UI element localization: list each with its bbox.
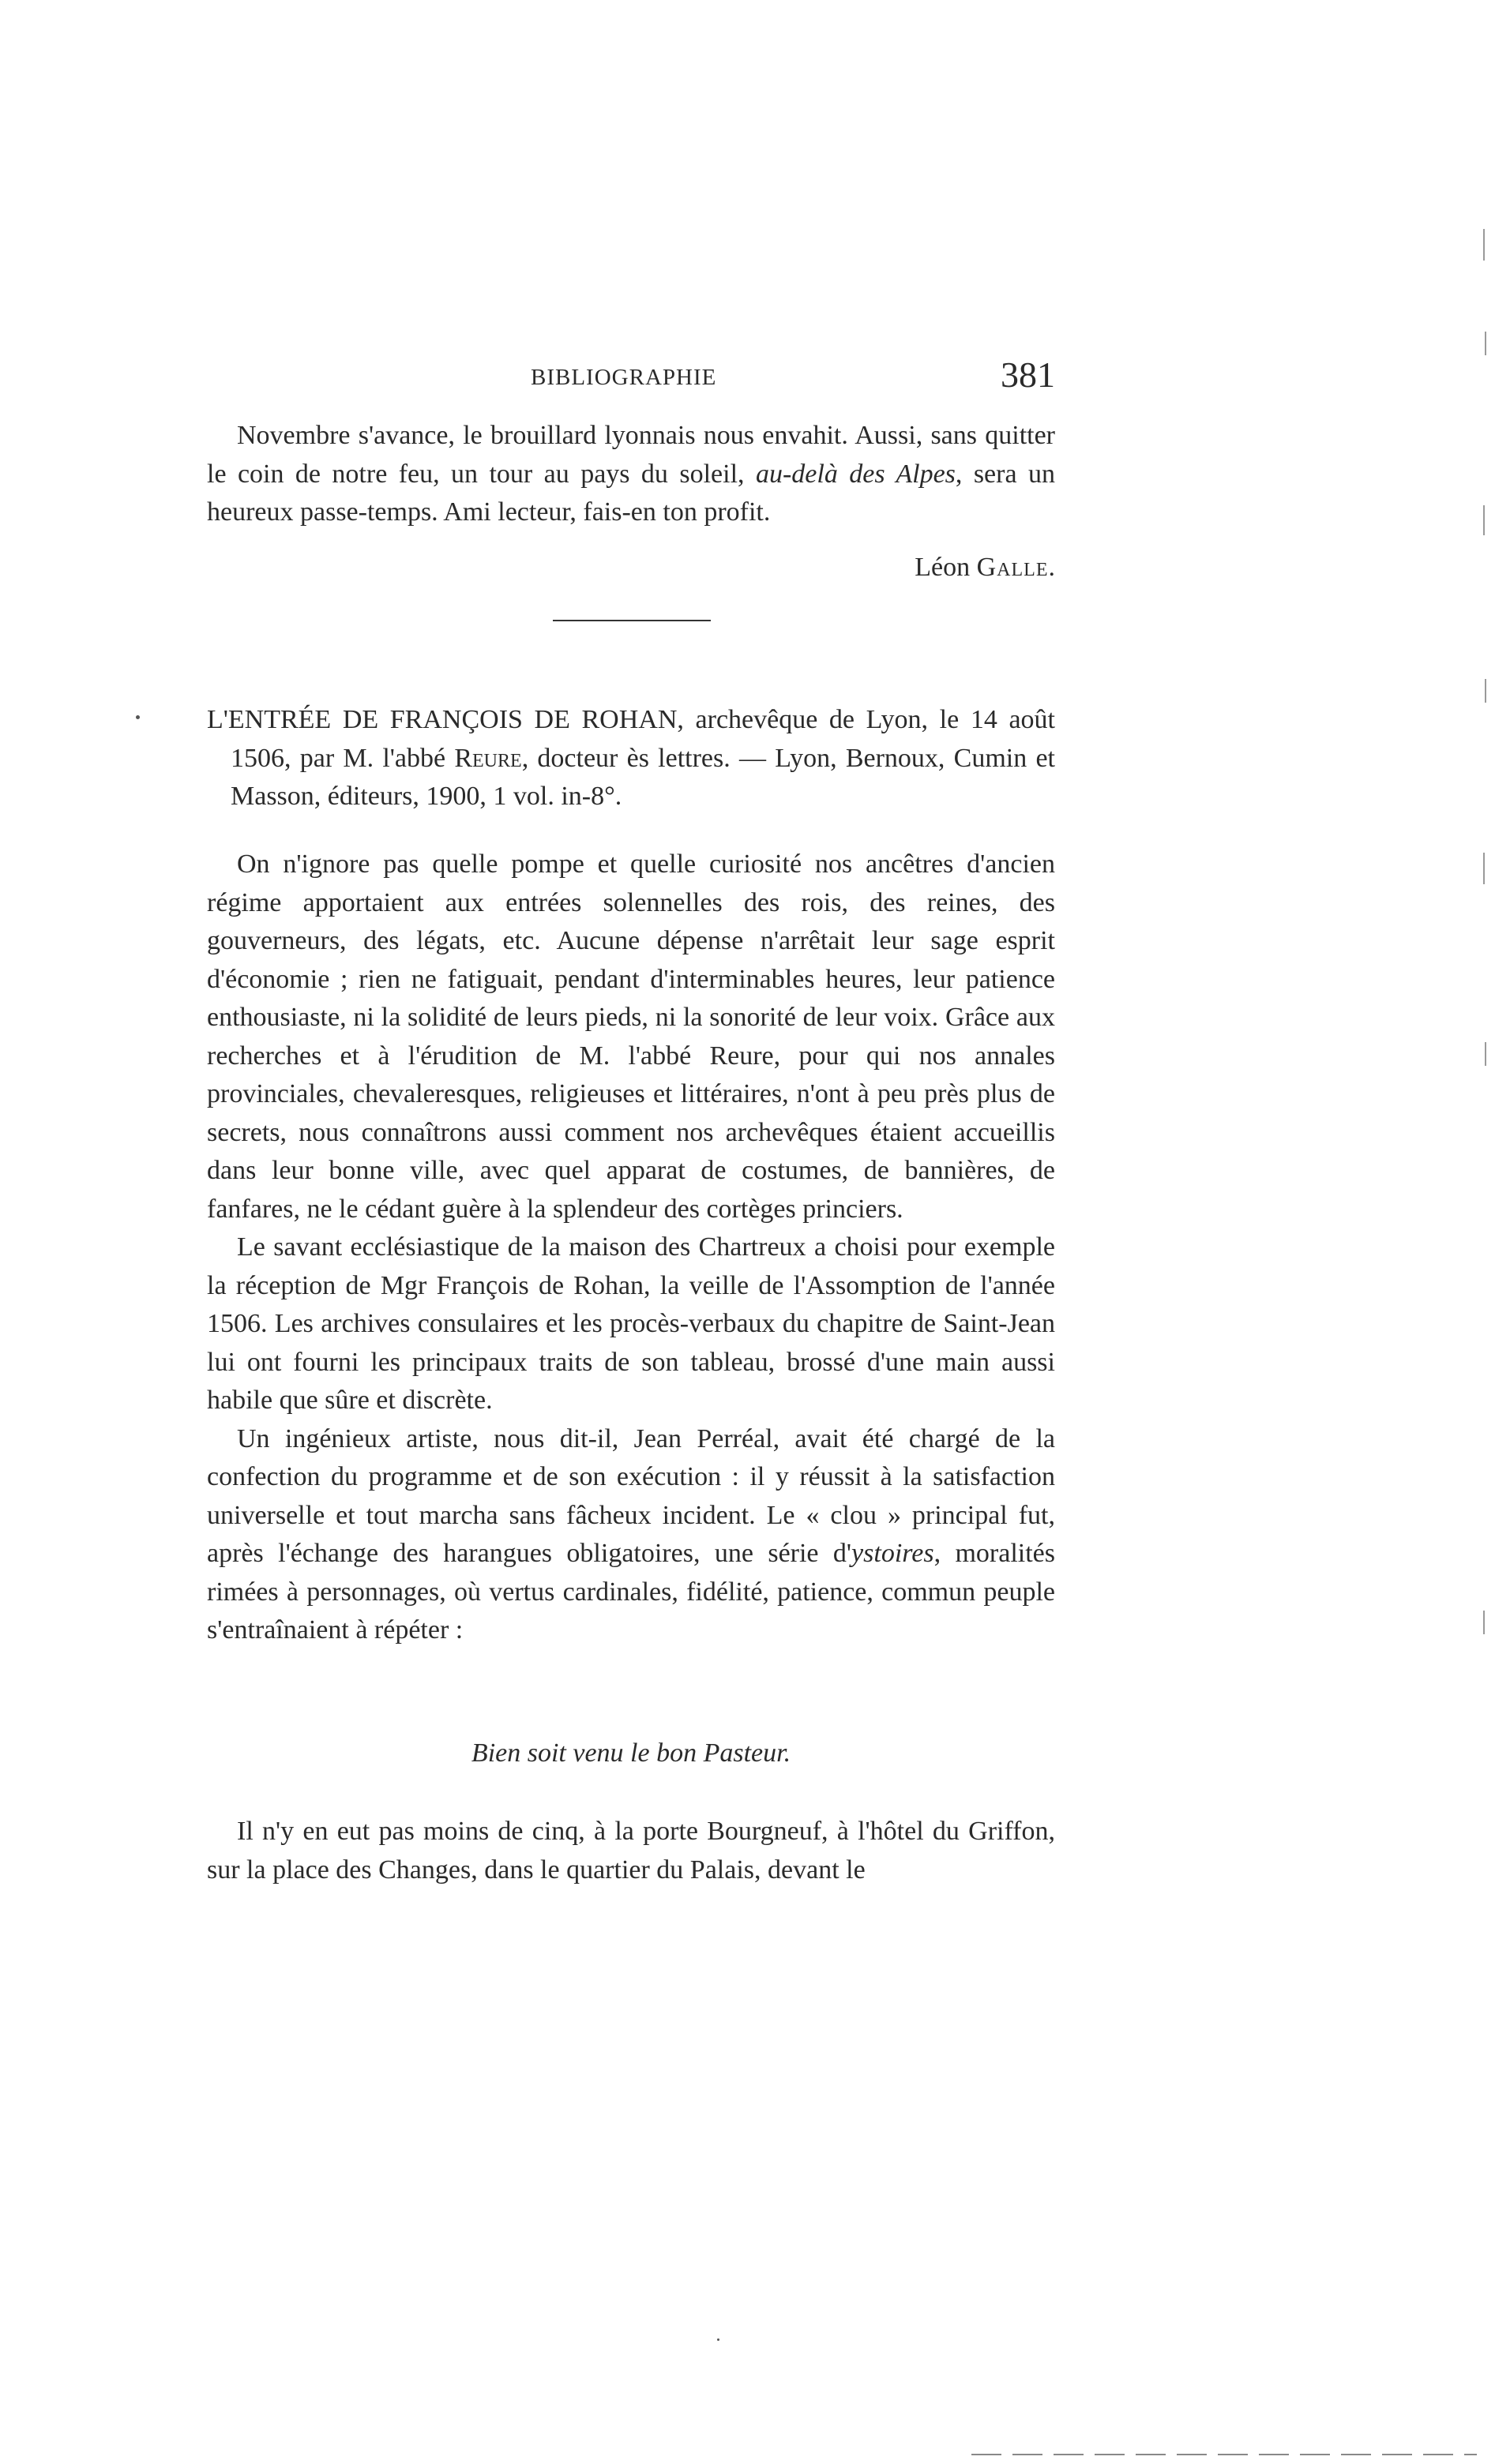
intro-paragraph-block <box>207 417 1055 532</box>
review-body <box>207 846 1055 1650</box>
signature-last-name: Galle <box>976 553 1049 582</box>
signature-period: . <box>1048 553 1055 582</box>
section-divider <box>553 620 711 621</box>
citation-entry <box>207 701 1055 816</box>
running-head <box>207 354 1055 401</box>
scan-edge-mark <box>1483 853 1485 884</box>
page-number: 381 <box>1001 354 1055 395</box>
p3-italic-word: ystoires <box>851 1539 934 1568</box>
book-citation <box>207 701 1055 816</box>
scan-bottom-dashes <box>971 2454 1477 2455</box>
scan-edge-mark <box>1485 332 1486 355</box>
citation-publisher: , docteur ès lettres. — Lyon, Bernoux, Cumin et Masson, éditeurs, 1900, 1 vol. in-8°. <box>231 743 1055 811</box>
review-paragraph-1: On n'ignore pas quelle pompe et quelle curiosité nos ancêtres d'ancien régime apportaient aux entrées solennelles des rois, des reines, des gouverneurs, des légats, etc. Aucune dépense n'arrêtait leur sage esprit d'économie ; rien ne fatiguait, pendant d'interminables heures, leur patience enthousiaste, ni la solidité de leurs pieds, ni la sonorité de leur voix. Grâce aux recherches et à l'érudition de M. l'abbé Reure, pour qui nos annales provinciales, chevaleresques, religieuses et littéraires, n'ont à peu près plus de secrets, nous connaîtrons aussi comment nos archevêques étaient accueillis dans leur bonne ville, avec quel apparat de costumes, de bannières, de fanfares, ne le cédant guère à la splendeur des cortèges princiers. <box>207 849 1055 1224</box>
signature <box>915 553 1055 583</box>
intro-paragraph <box>207 417 1055 532</box>
citation-title: L'ENTRÉE DE FRANÇOIS DE ROHAN, <box>207 705 684 734</box>
intro-text-start: Novembre s'avance, le brouillard lyonnais nous envahit. Aussi, sans quitter le coin de notre feu, un tour au pays du soleil, <box>207 421 1055 489</box>
continuation-block <box>207 1813 1055 1889</box>
margin-speck <box>136 715 140 719</box>
review-paragraph-3 <box>207 1420 1055 1650</box>
intro-text-end: , sera un heureux passe-temps. Ami lecteur, fais-en ton profit. <box>207 459 1055 527</box>
scan-edge-mark <box>1485 679 1486 703</box>
verse-quote: Bien soit venu le bon Pasteur. <box>471 1738 791 1768</box>
scan-edge-mark <box>1485 1042 1486 1066</box>
running-title: BIBLIOGRAPHIE <box>531 365 717 390</box>
citation-details: archevêque de Lyon, le 14 août 1506, par M. l'abbé <box>231 705 1055 773</box>
scan-edge-mark <box>1483 505 1485 535</box>
p3-text-end: , moralités rimées à personnages, où vertus cardinales, fidélité, patience, commun peuple s'entraînaient à répéter : <box>207 1539 1055 1645</box>
scan-edge-mark <box>1483 229 1485 261</box>
citation-author: Reure <box>454 743 522 773</box>
review-paragraph-2: Le savant ecclésiastique de la maison des Chartreux a choisi pour exemple la réception de Mgr François de Rohan, la veille de l'Assomption de l'année 1506. Les archives consulaires et les procès-verbaux du chapitre de Saint-Jean lui ont fourni les principaux traits de son tableau, brossé d'une main aussi habile que sûre et discrète. <box>207 1232 1055 1415</box>
intro-italic-phrase: au-delà des Alpes <box>755 459 956 489</box>
page-speck <box>717 2338 719 2341</box>
review-paragraph-4: Il n'y en eut pas moins de cinq, à la porte Bourgneuf, à l'hôtel du Griffon, sur la place des Changes, dans le quartier du Palais, devant le <box>207 1817 1055 1885</box>
scan-edge-mark <box>1483 1611 1485 1634</box>
p3-text-start: Un ingénieux artiste, nous dit-il, Jean Perréal, avait été chargé de la confection du programme et de son exécution : il y réussit à la satisfaction universelle et tout marcha sans fâcheux incident. Le « clou » principal fut, après l'échange des harangues obligatoires, une série d' <box>207 1423 1055 1568</box>
signature-first-name: Léon <box>915 553 977 582</box>
